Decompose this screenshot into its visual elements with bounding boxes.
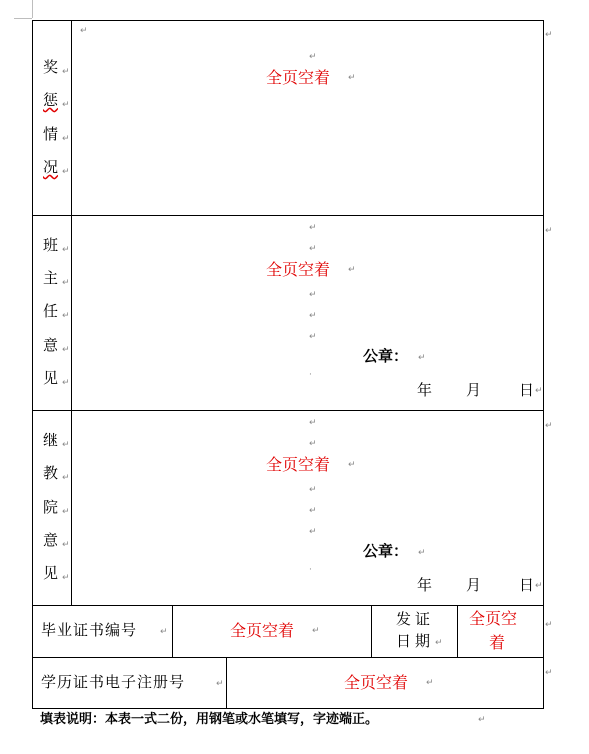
- row-end-mark: ↵: [545, 668, 553, 678]
- section-label-char: 惩: [43, 91, 59, 109]
- issue-date-label: 发证: [396, 610, 435, 628]
- issue-date-value: 着: [489, 633, 506, 652]
- paragraph-mark: ↵: [309, 223, 317, 233]
- section-label-char: 意: [43, 336, 59, 354]
- paragraph-mark: ↵: [348, 460, 356, 470]
- paragraph-mark: ↵: [348, 73, 356, 83]
- registration-number-label: 学历证书电子注册号: [41, 673, 186, 691]
- paragraph-mark: ↵: [309, 418, 317, 428]
- seal-label: 公章：: [363, 542, 409, 560]
- paragraph-mark: ↵: [62, 134, 70, 144]
- paragraph-mark: ↵: [62, 473, 70, 483]
- paragraph-mark: ↵: [535, 581, 543, 591]
- section-label-char: 主: [43, 269, 59, 287]
- section-label-char: 院: [43, 498, 59, 516]
- row-end-mark: ↵: [545, 226, 553, 236]
- section-label-char: 情: [43, 125, 59, 143]
- date-day-label: 日: [519, 381, 535, 399]
- blank-stamp: 全页空着: [266, 455, 331, 474]
- paragraph-mark: ↵: [62, 311, 70, 321]
- section-label-char: 继: [43, 431, 59, 449]
- paragraph-mark: ↵: [309, 485, 317, 495]
- registration-number-value: 全页空着: [344, 673, 409, 692]
- section-label-char: 任: [43, 302, 59, 320]
- paragraph-mark: ↵: [62, 378, 70, 388]
- row-end-mark: ↵: [545, 30, 553, 40]
- blank-stamp: 全页空着: [266, 68, 331, 87]
- date-month-label: 月: [466, 576, 482, 594]
- paragraph-mark: ↵: [309, 527, 317, 537]
- page-corner-mark: [14, 18, 32, 19]
- paragraph-mark: ↵: [309, 332, 317, 342]
- paragraph-mark: ↵: [62, 540, 70, 550]
- paragraph-mark: ↵: [426, 678, 434, 688]
- issue-date-value: 全页空: [469, 609, 518, 628]
- paragraph-mark: ↵: [62, 440, 70, 450]
- seal-label: 公章：: [363, 347, 409, 365]
- date-year-label: 年: [417, 381, 433, 399]
- paragraph-mark: ↵: [216, 679, 224, 689]
- row-end-mark: ↵: [545, 421, 553, 431]
- paragraph-mark: ↵: [312, 626, 320, 636]
- paragraph-mark: ↵: [62, 245, 70, 255]
- date-month-label: 月: [466, 381, 482, 399]
- certificate-number-label: 毕业证书编号: [41, 621, 138, 639]
- section-label-char: 况: [43, 158, 59, 176]
- section-label-char: 见: [43, 369, 59, 387]
- paragraph-mark: ↵: [309, 244, 317, 254]
- paragraph-mark: ↵: [62, 278, 70, 288]
- paragraph-mark: ↵: [478, 715, 486, 725]
- date-day-label: 日: [519, 576, 535, 594]
- paragraph-mark: ↵: [348, 265, 356, 275]
- paragraph-mark: ↵: [535, 386, 543, 396]
- paragraph-mark: ↵: [309, 311, 317, 321]
- paragraph-mark: ↵: [62, 507, 70, 517]
- section-label-char: 意: [43, 531, 59, 549]
- paragraph-mark: ↵: [80, 26, 88, 36]
- footer-note: 填表说明：本表一式二份，用钢笔或水笔填写，字迹端正。: [40, 712, 379, 727]
- row-end-mark: ↵: [545, 620, 553, 630]
- paragraph-mark: ↵: [309, 290, 317, 300]
- paragraph-mark: ↵: [62, 67, 70, 77]
- issue-date-label: 日期: [396, 632, 435, 650]
- certificate-number-value: 全页空着: [230, 621, 295, 640]
- section-label-char: 奖: [43, 58, 59, 76]
- paragraph-mark: ↵: [62, 167, 70, 177]
- paragraph-mark: ↵: [62, 345, 70, 355]
- paragraph-mark: ↵: [418, 353, 426, 363]
- paragraph-mark: ·: [309, 565, 312, 575]
- date-year-label: 年: [417, 576, 433, 594]
- paragraph-mark: ↵: [309, 506, 317, 516]
- paragraph-mark: ↵: [309, 439, 317, 449]
- paragraph-mark: ↵: [418, 548, 426, 558]
- blank-stamp: 全页空着: [266, 260, 331, 279]
- paragraph-mark: ↵: [435, 638, 443, 648]
- section-label-char: 教: [43, 464, 59, 482]
- section-label-char: 见: [43, 564, 59, 582]
- paragraph-mark: ↵: [62, 100, 70, 110]
- paragraph-mark: ·: [309, 370, 312, 380]
- section-label-char: 班: [43, 236, 59, 254]
- page-corner-mark: [32, 0, 33, 18]
- paragraph-mark: ↵: [160, 627, 168, 637]
- paragraph-mark: ↵: [62, 573, 70, 583]
- paragraph-mark: ↵: [309, 52, 317, 62]
